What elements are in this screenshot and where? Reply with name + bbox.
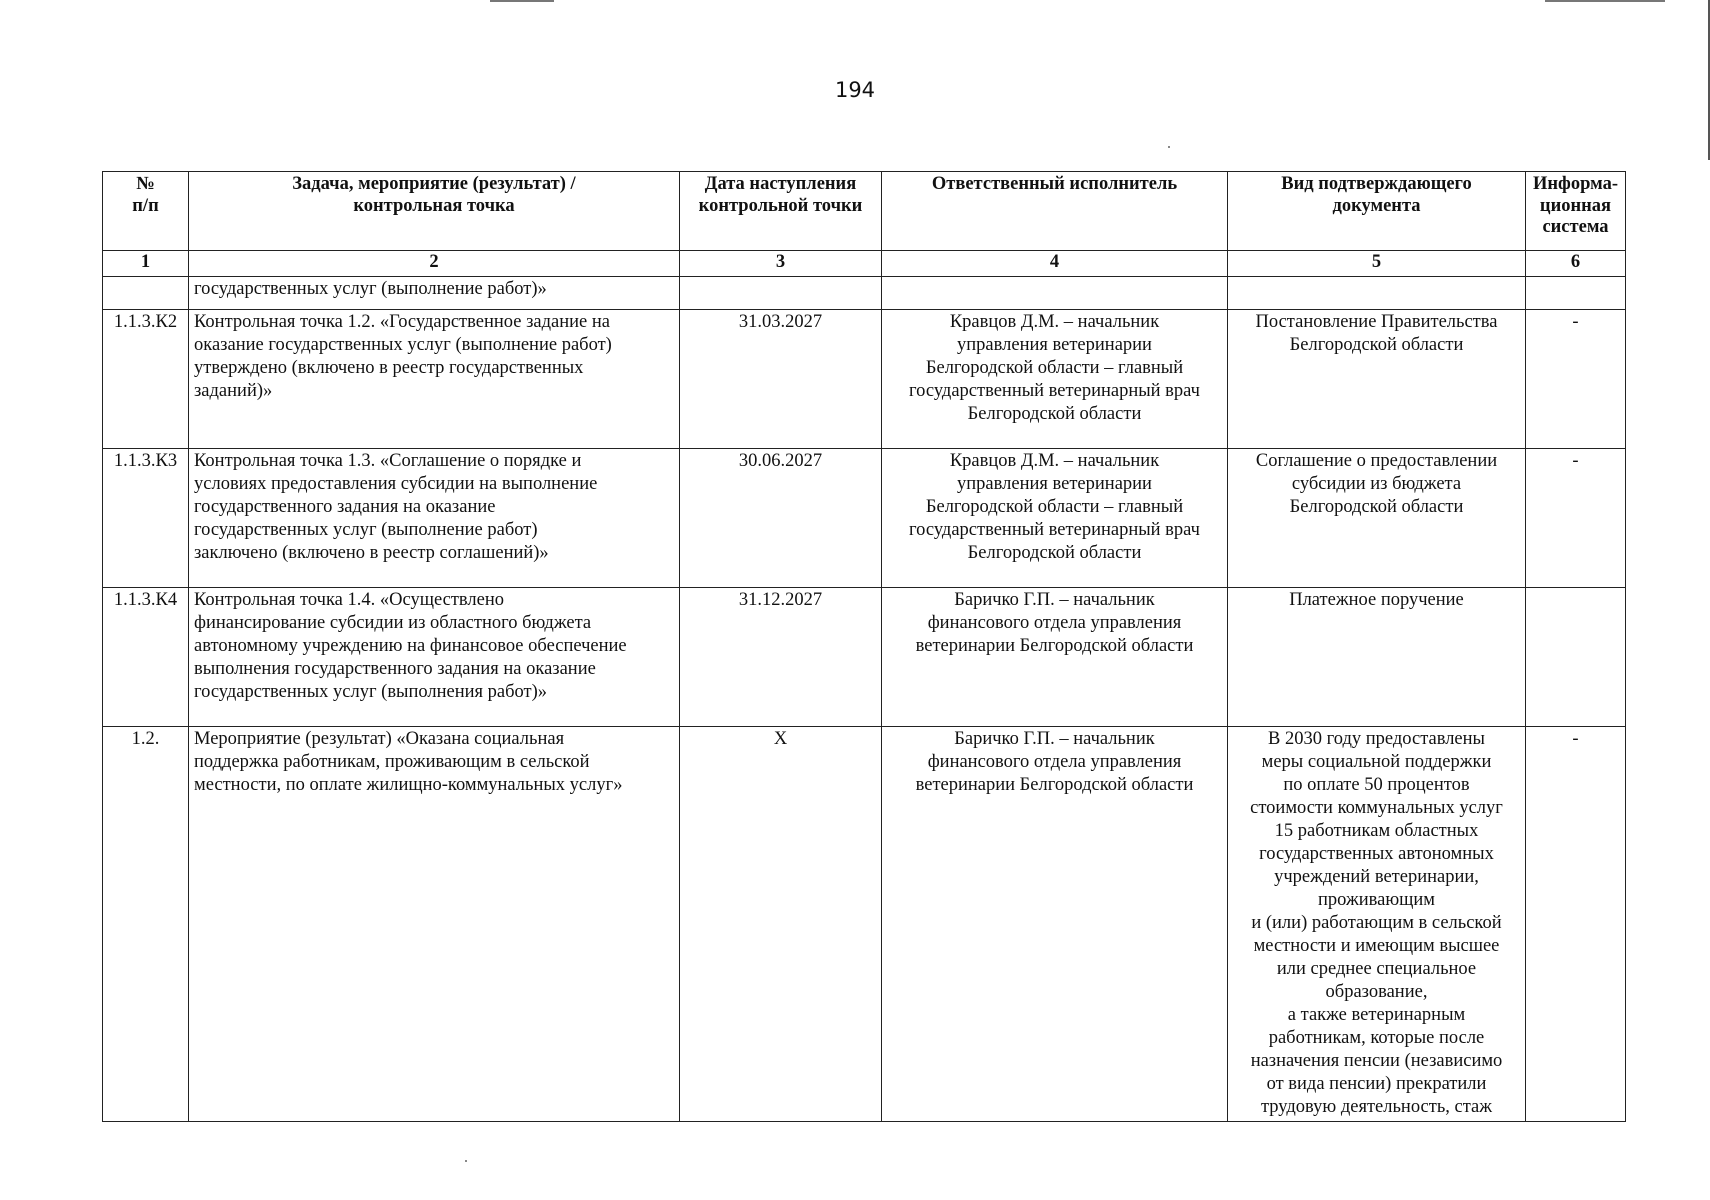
row-executor <box>882 277 1228 310</box>
table-header-row <box>103 172 1626 251</box>
scan-line-top-right <box>1545 0 1665 2</box>
row-date: 31.03.2027 <box>680 310 882 449</box>
table-row <box>103 588 1626 727</box>
row-date: 30.06.2027 <box>680 449 882 588</box>
row-number: 1.1.3.К2 <box>103 310 189 449</box>
header-executor: Ответственный исполнитель <box>882 172 1228 251</box>
row-date <box>680 277 882 310</box>
row-number <box>103 277 189 310</box>
row-executor: Кравцов Д.М. – начальник управления ветеринарии Белгородской области – главный государственный ветеринарный врач Белгородской области <box>882 449 1228 588</box>
header-document: Вид подтверждающего документа <box>1228 172 1526 251</box>
scan-speck <box>1168 146 1170 148</box>
row-system: - <box>1526 310 1626 449</box>
row-document <box>1228 277 1526 310</box>
row-system: - <box>1526 727 1626 1122</box>
column-number: 2 <box>189 251 680 277</box>
column-number: 3 <box>680 251 882 277</box>
row-executor: Кравцов Д.М. – начальник управления ветеринарии Белгородской области – главный государственный ветеринарный врач Белгородской области <box>882 310 1228 449</box>
row-date: 31.12.2027 <box>680 588 882 727</box>
scan-speck <box>465 1160 467 1162</box>
scan-line-top-left <box>490 0 554 2</box>
row-document: В 2030 году предоставлены меры социальной поддержки по оплате 50 процентов стоимости коммунальных услуг 15 работникам областных государственных автономных учреждений ветеринарии, проживающим и (или) работающим в сельской местности и имеющим высшее или среднее специальное образование, а также ветеринарным работникам, которые после назначения пенсии (независимо от вида пенсии) прекратили трудовую деятельность, стаж <box>1228 727 1526 1122</box>
row-number: 1.1.3.К4 <box>103 588 189 727</box>
page-number: 194 <box>834 78 876 102</box>
row-executor: Баричко Г.П. – начальник финансового отдела управления ветеринарии Белгородской области <box>882 727 1228 1122</box>
row-task: государственных услуг (выполнение работ)» <box>189 277 680 310</box>
row-task: Контрольная точка 1.4. «Осуществлено финансирование субсидии из областного бюджета автономному учреждению на финансовое обеспечение выполнения государственного задания на оказание государственных услуг (выполнения работ)» <box>189 588 680 727</box>
column-number: 4 <box>882 251 1228 277</box>
row-system <box>1526 588 1626 727</box>
row-document: Соглашение о предоставлении субсидии из бюджета Белгородской области <box>1228 449 1526 588</box>
row-system <box>1526 277 1626 310</box>
row-number: 1.1.3.К3 <box>103 449 189 588</box>
column-number: 5 <box>1228 251 1526 277</box>
column-number-row <box>103 251 1626 277</box>
row-date: Х <box>680 727 882 1122</box>
row-task: Контрольная точка 1.3. «Соглашение о порядке и условиях предоставления субсидии на выполнение государственного задания на оказание государственных услуг (выполнение работ) заключено (включено в реестр соглашений)» <box>189 449 680 588</box>
column-number: 1 <box>103 251 189 277</box>
row-executor: Баричко Г.П. – начальник финансового отдела управления ветеринарии Белгородской области <box>882 588 1228 727</box>
row-task: Контрольная точка 1.2. «Государственное задание на оказание государственных услуг (выполнение работ) утверждено (включено в реестр государственных заданий)» <box>189 310 680 449</box>
row-document: Платежное поручение <box>1228 588 1526 727</box>
table-row <box>103 277 1626 310</box>
row-number: 1.2. <box>103 727 189 1122</box>
row-system: - <box>1526 449 1626 588</box>
action-plan-table <box>102 171 1626 1122</box>
table-row <box>103 727 1626 1122</box>
table-row <box>103 310 1626 449</box>
row-task: Мероприятие (результат) «Оказана социальная поддержка работникам, проживающим в сельской местности, по оплате жилищно-коммунальных услуг» <box>189 727 680 1122</box>
header-date: Дата наступления контрольной точки <box>680 172 882 251</box>
header-task: Задача, мероприятие (результат) / контрольная точка <box>189 172 680 251</box>
header-system: Информа- ционная система <box>1526 172 1626 251</box>
table-row <box>103 449 1626 588</box>
header-number: № п/п <box>103 172 189 251</box>
column-number: 6 <box>1526 251 1626 277</box>
row-document: Постановление Правительства Белгородской области <box>1228 310 1526 449</box>
